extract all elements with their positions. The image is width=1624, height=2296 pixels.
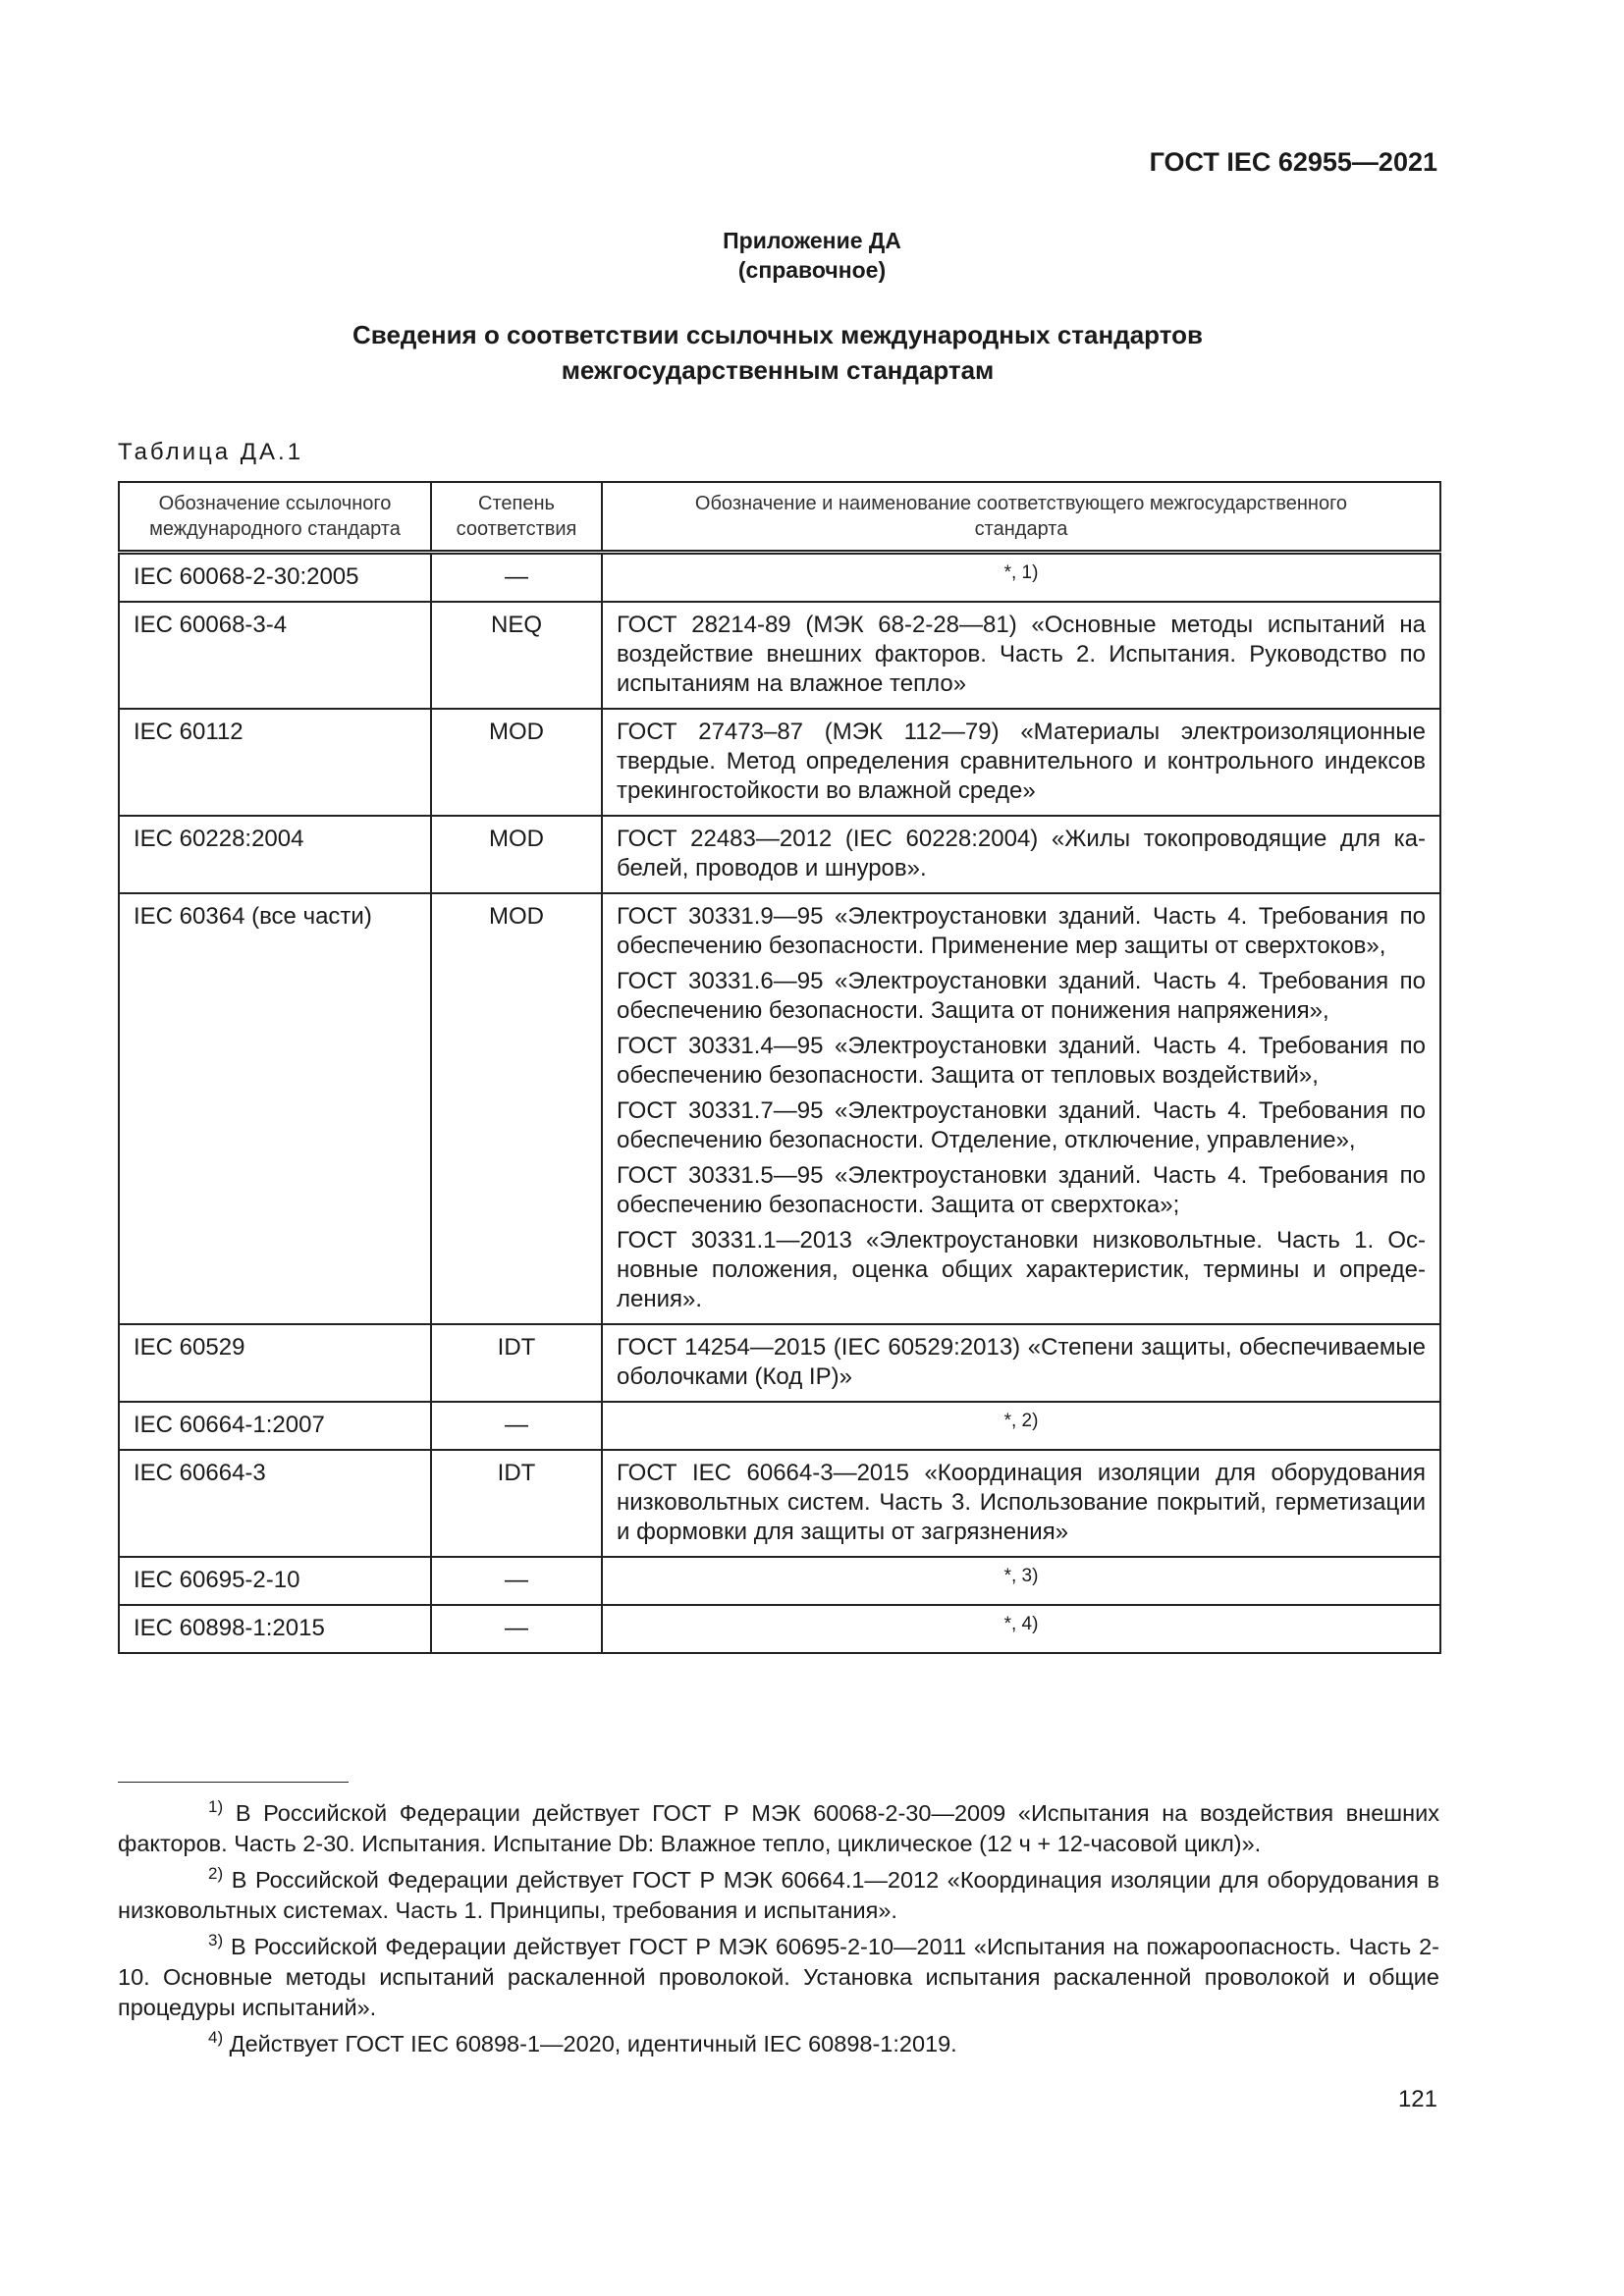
interstate-standard-cell xyxy=(602,1324,1440,1402)
standard-cell: IEC 60364 (все части) xyxy=(119,893,431,1324)
table-row xyxy=(119,816,1440,893)
standard-cell: IEC 60112 xyxy=(119,709,431,816)
table-row xyxy=(119,1402,1440,1450)
footnote-text: В Российской Федерации действует ГОСТ Р МЭК 60068-2-30—2009 «Испытания на воздействия внешних факторов. Часть 2-30. Испытания. Испытание Db: Влажное тепло, циклическое (12 ч + 12-часовой цикл)». xyxy=(118,1800,1439,1856)
degree-cell: — xyxy=(431,1402,602,1450)
document-id: ГОСТ IEC 62955—2021 xyxy=(1149,147,1437,177)
footnote-reference-cell: *, 2) xyxy=(602,1402,1440,1450)
degree-cell: IDT xyxy=(431,1324,602,1402)
standard-title: ГОСТ 30331.4—95 «Электроустановки зданий. Часть 4. Требования по обеспечению безопасности. Защита от тепловых воздействий», xyxy=(617,1033,1426,1089)
footnote xyxy=(118,1932,1439,2023)
annex-type: (справочное) xyxy=(737,257,887,283)
table-row xyxy=(119,1324,1440,1402)
footnote-text: Действует ГОСТ IEC 60898-1—2020, идентичный IEC 60898-1:2019. xyxy=(229,2031,957,2056)
footnote-text: В Российской Федерации действует ГОСТ Р МЭК 60695-2-10—2011 «Испытания на пожароопасность. Часть 2-10. Основные методы испытаний раскаленной проволокой. Установка испытания раскаленной проволокой и общие процедуры испытаний». xyxy=(118,1934,1439,2020)
interstate-standard-cell xyxy=(602,1450,1440,1557)
standard-cell: IEC 60068-2-30:2005 xyxy=(119,553,431,603)
interstate-standard-cell xyxy=(602,893,1440,1324)
footnote-mark: 2) xyxy=(208,1864,224,1884)
footnotes xyxy=(118,1798,1439,2065)
standard-title: ГОСТ 30331.9—95 «Электроустановки зданий. Часть 4. Требования по обеспечению безопасности. Применение мер защиты от сверхтоков», xyxy=(617,903,1426,959)
degree-cell: — xyxy=(431,1557,602,1605)
interstate-standard-cell xyxy=(602,816,1440,893)
interstate-standard-cell xyxy=(602,602,1440,709)
column-header: Степень соответствия xyxy=(431,482,602,553)
table-row xyxy=(119,1605,1440,1653)
standard-title: ГОСТ 22483—2012 (IEC 60228:2004) «Жилы токопроводящие для кабелей, проводов и шнуров». xyxy=(617,826,1426,881)
standard-title: ГОСТ 27473–87 (МЭК 112—79) «Материалы электроизоляционные твердые. Метод определения сравнительного и контрольного индексов трекингостойкости во влажной среде» xyxy=(617,719,1426,804)
heading-line: Сведения о соответствии ссылочных международных стандартов xyxy=(352,320,1203,349)
standard-cell: IEC 60664-1:2007 xyxy=(119,1402,431,1450)
annex-title xyxy=(0,226,1624,285)
table-row xyxy=(119,1450,1440,1557)
degree-cell: — xyxy=(431,1605,602,1653)
standard-cell: IEC 60898-1:2015 xyxy=(119,1605,431,1653)
column-header: Обозначение и наименование соответствующего межгосударственного стандарта xyxy=(602,482,1440,553)
standard-title: ГОСТ 28214-89 (МЭК 68-2-28—81) «Основные методы испытаний на воздействие внешних факторов. Часть 2. Испытания. Руководство по испытаниям на влажное тепло» xyxy=(617,612,1426,697)
section-heading xyxy=(0,317,1555,388)
footnote-mark: 3) xyxy=(208,1931,224,1950)
annex-label: Приложение ДА xyxy=(723,228,901,253)
standard-cell: IEC 60228:2004 xyxy=(119,816,431,893)
footnote-text: В Российской Федерации действует ГОСТ Р МЭК 60664.1—2012 «Координация изоляции для оборудования в низковольтных системах. Часть 1. Принципы, требования и испытания». xyxy=(118,1867,1439,1923)
standard-title: ГОСТ 14254—2015 (IEC 60529:2013) «Степени защиты, обеспечиваемые оболочками (Код IP)» xyxy=(617,1334,1426,1390)
standard-cell: IEC 60529 xyxy=(119,1324,431,1402)
standard-cell: IEC 60695-2-10 xyxy=(119,1557,431,1605)
standard-title: ГОСТ 30331.6—95 «Электроустановки зданий. Часть 4. Требования по обеспечению безопасности. Защита от понижения напряжения», xyxy=(617,968,1426,1024)
page-number: 121 xyxy=(1397,2086,1437,2112)
table-row xyxy=(119,709,1440,816)
standard-title: ГОСТ 30331.5—95 «Электроустановки зданий. Часть 4. Требования по обеспечению безопасности. Защита от сверхтока»; xyxy=(617,1162,1426,1218)
correspondence-table xyxy=(118,481,1441,1654)
standard-cell: IEC 60664-3 xyxy=(119,1450,431,1557)
table-row xyxy=(119,1557,1440,1605)
standard-title: ГОСТ IEC 60664-3—2015 «Координация изоляции для оборудования низковольтных систем. Часть 3. Использование покрытий, герметизации и формовки для защиты от загрязнения» xyxy=(617,1460,1426,1545)
table-row xyxy=(119,893,1440,1324)
table-header-row xyxy=(119,482,1440,553)
heading-line: межгосударственным стандартам xyxy=(561,355,995,385)
degree-cell: MOD xyxy=(431,816,602,893)
footnote-reference-cell: *, 3) xyxy=(602,1557,1440,1605)
standard-title: ГОСТ 30331.1—2013 «Электроустановки низковольтные. Часть 1. Основные положения, оценка общих характеристик, термины и определения». xyxy=(617,1227,1426,1312)
standard-cell: IEC 60068-3-4 xyxy=(119,602,431,709)
footnote-rule xyxy=(118,1782,349,1783)
standard-title: ГОСТ 30331.7—95 «Электроустановки зданий. Часть 4. Требования по обеспечению безопасности. Отделение, отключение, управление», xyxy=(617,1097,1426,1153)
degree-cell: — xyxy=(431,553,602,603)
footnote-mark: 4) xyxy=(208,2028,224,2048)
footnote xyxy=(118,1798,1439,1859)
footnote xyxy=(118,1865,1439,1926)
footnote-reference-cell: *, 4) xyxy=(602,1605,1440,1653)
table-row xyxy=(119,553,1440,603)
footnote-mark: 1) xyxy=(208,1797,224,1817)
degree-cell: MOD xyxy=(431,893,602,1324)
degree-cell: IDT xyxy=(431,1450,602,1557)
footnote xyxy=(118,2029,1439,2059)
table-caption: Таблица ДА.1 xyxy=(118,439,304,465)
degree-cell: NEQ xyxy=(431,602,602,709)
interstate-standard-cell xyxy=(602,709,1440,816)
column-header: Обозначение ссылочного международного стандарта xyxy=(119,482,431,553)
degree-cell: MOD xyxy=(431,709,602,816)
footnote-reference-cell: *, 1) xyxy=(602,553,1440,603)
table-row xyxy=(119,602,1440,709)
